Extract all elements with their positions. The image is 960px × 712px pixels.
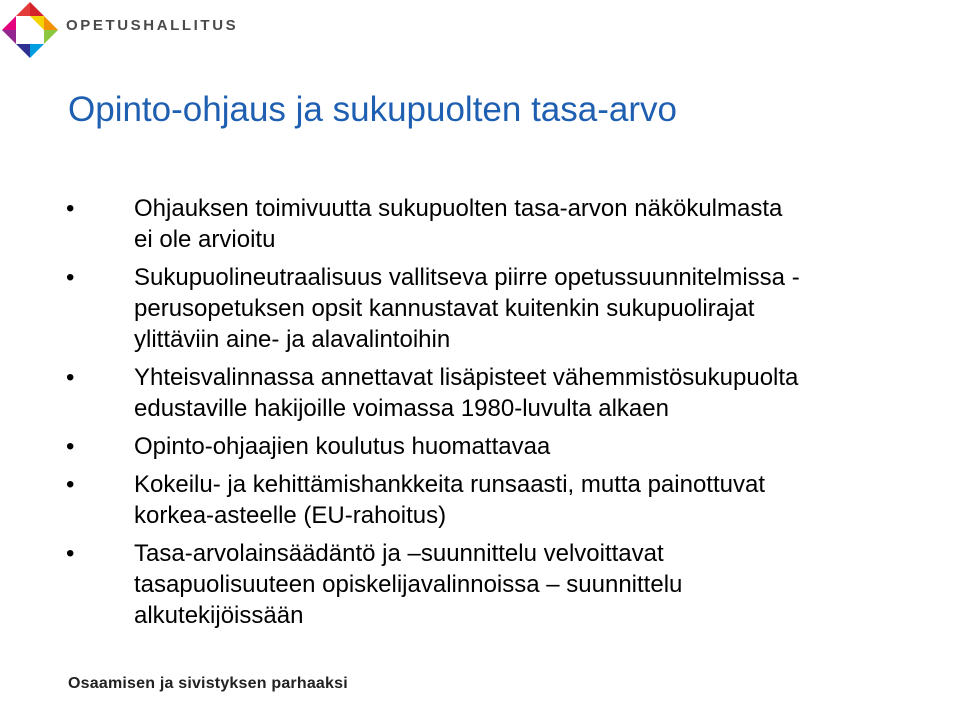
bullet-text-line: edustaville hakijoille voimassa 1980-luvulta alkaen [134, 395, 669, 422]
bullet-dot-icon: • [66, 364, 75, 391]
bullet-text-line: Kokeilu- ja kehittämishankkeita runsaasti, mutta painottuvat [134, 471, 765, 498]
logo-segment-purple [2, 30, 16, 44]
logo-segment-orange [44, 16, 58, 30]
bullet-item [0, 431, 940, 462]
bullet-item [0, 538, 940, 631]
bullet-text-line: ei ole arvioitu [134, 226, 276, 253]
bullet-text-line: ylittäviin aine- ja alavalintoihin [134, 326, 451, 353]
bullet-dot-icon: • [66, 433, 75, 460]
bullet-text-line: tasapuolisuuteen opiskelijavalinnoissa – suunnittelu [134, 571, 683, 598]
bullet-dot-icon: • [66, 195, 75, 222]
bullet-text-line: Sukupuolineutraalisuus vallitseva piirre opetussuunnitelmissa - [134, 264, 800, 291]
bullet-item [0, 469, 940, 531]
slide-title: Opinto-ohjaus ja sukupuolten tasa-arvo [68, 90, 677, 129]
logo-segment-green [44, 30, 58, 44]
bullet-text-line: Tasa-arvolainsäädäntö ja –suunnittelu velvoittavat [134, 540, 664, 567]
bullet-item [0, 362, 940, 424]
bullet-item [0, 262, 940, 355]
bullet-text-line: korkea-asteelle (EU-rahoitus) [134, 502, 447, 529]
bullet-dot-icon: • [66, 471, 75, 498]
bullet-dot-icon: • [66, 540, 75, 567]
bullet-text-line: Opinto-ohjaajien koulutus huomattavaa [134, 433, 551, 460]
bullet-list [0, 193, 940, 638]
opetushallitus-logo [0, 0, 239, 62]
logo-segment-blue [16, 44, 30, 58]
logo-segment-red [30, 2, 44, 16]
bullet-text-line: Ohjauksen toimivuutta sukupuolten tasa-arvon näkökulmasta [134, 195, 783, 222]
logo-segment-red-2 [16, 2, 30, 16]
bullet-dot-icon: • [66, 264, 75, 291]
bullet-text-line: Yhteisvalinnassa annettavat lisäpisteet vähemmistösukupuolta [134, 364, 799, 391]
logo-segment-magenta [2, 16, 16, 30]
footer-slogan: Osaamisen ja sivistyksen parhaaksi [68, 675, 348, 692]
logo-segment-cyan [30, 44, 44, 58]
bullet-text-line: perusopetuksen opsit kannustavat kuitenkin sukupuolirajat [134, 295, 755, 322]
bullet-item [0, 193, 940, 255]
logo-wordmark: OPETUSHALLITUS [66, 17, 239, 34]
logo-diamond-icon [1, 1, 59, 59]
bullet-text-line: alkutekijöissään [134, 602, 304, 629]
